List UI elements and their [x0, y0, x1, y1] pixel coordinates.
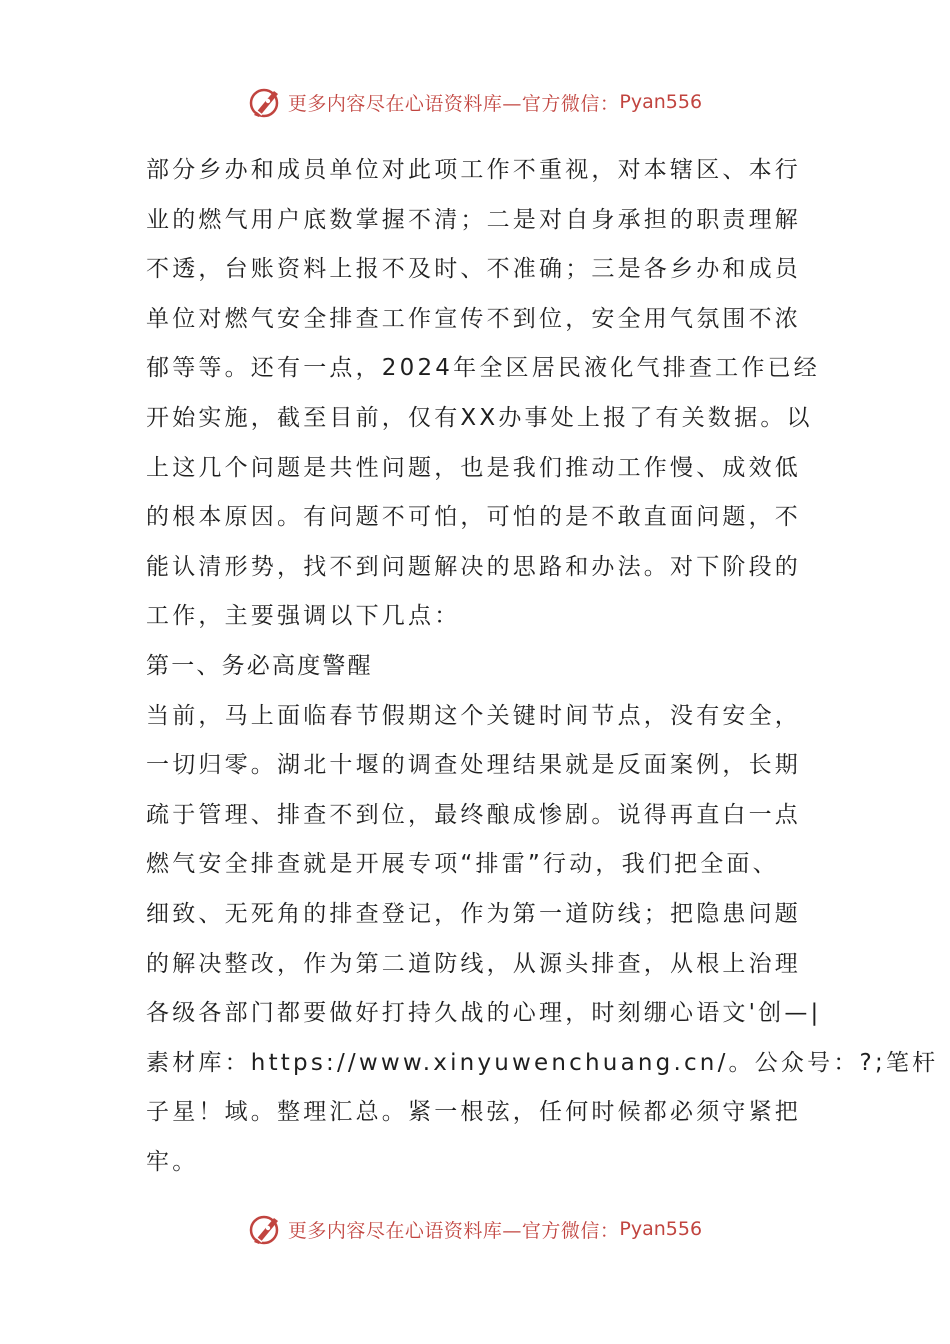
document-body — [146, 146, 939, 1187]
footer-banner — [0, 1209, 950, 1249]
banner-wechat-handle: Pyan556 — [619, 1218, 703, 1240]
body-line: 子星！域。整理汇总。紧一根弦，任何时候都必须守紧把 — [146, 1099, 801, 1126]
header-banner — [0, 82, 950, 122]
body-line: 业的燃气用户底数掌握不清；二是对自身承担的职责理解 — [146, 206, 801, 233]
body-line: 单位对燃气安全排查工作宣传不到位，安全用气氛围不浓 — [146, 305, 801, 332]
body-line: 燃气安全排查就是开展专项“排雷”行动，我们把全面、 — [146, 851, 779, 878]
body-line: 各级各部门都要做好打持久战的心理，时刻绷心语文'创—| — [146, 1000, 822, 1027]
section-heading: 第一、务必高度警醒 — [146, 652, 373, 679]
body-line: 上这几个问题是共性问题，也是我们推动工作慢、成效低 — [146, 454, 801, 481]
banner-text: 更多内容尽在心语资料库—官方微信： — [287, 92, 620, 115]
body-line: 牢。 — [146, 1148, 199, 1175]
body-line: 开始实施，截至目前，仅有XX办事处上报了有关数据。以 — [146, 404, 813, 431]
body-line: 当前，马上面临春节假期这个关键时间节点，没有安全， — [146, 702, 801, 729]
pen-logo-icon — [248, 1212, 282, 1246]
body-line: 素材库：https://www.xinyuwenchuang.cn/。公众号：?;笔杆 — [146, 1049, 939, 1076]
body-line: 细致、无死角的排查登记，作为第一道防线；把隐患问题 — [146, 900, 801, 927]
body-line: 部分乡办和成员单位对此项工作不重视，对本辖区、本行 — [146, 157, 801, 183]
body-line: 工作，主要强调以下几点： — [146, 603, 461, 630]
pen-logo-icon — [248, 85, 282, 119]
banner-wechat-handle: Pyan556 — [619, 91, 703, 113]
body-line: 一切归零。湖北十堰的调查处理结果就是反面案例，长期 — [146, 752, 801, 779]
body-line: 的解决整改，作为第二道防线，从源头排查，从根上治理 — [146, 950, 801, 977]
body-line: 不透，台账资料上报不及时、不准确；三是各乡办和成员 — [146, 256, 801, 283]
body-line: 的根本原因。有问题不可怕，可怕的是不敢直面问题，不 — [146, 504, 801, 531]
body-line: 能认清形势，找不到问题解决的思路和办法。对下阶段的 — [146, 553, 801, 580]
banner-text: 更多内容尽在心语资料库—官方微信： — [287, 1219, 620, 1242]
body-line: 郁等等。还有一点，2024年全区居民液化气排查工作已经 — [146, 355, 820, 382]
body-line: 疏于管理、排查不到位，最终酿成惨剧。说得再直白一点 — [146, 801, 801, 828]
